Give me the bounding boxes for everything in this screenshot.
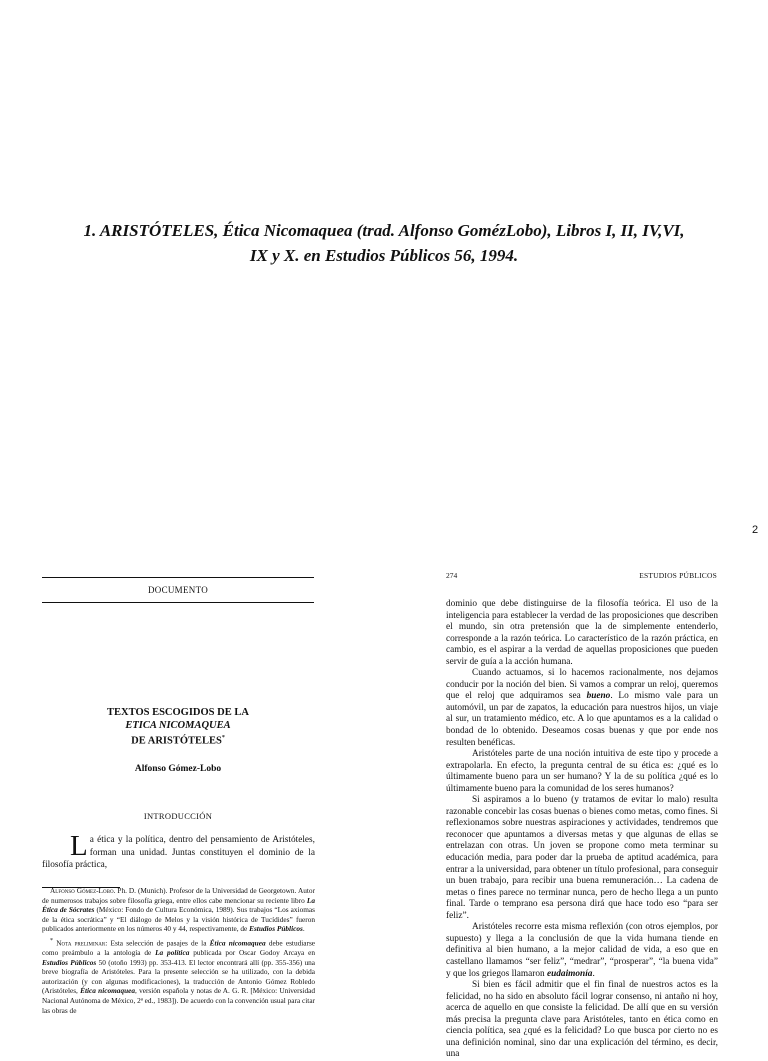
running-page-number: 274 <box>446 571 458 580</box>
heading-line-2: IX y X. en Estudios Públicos 56, 1994. <box>249 246 519 265</box>
drop-cap: L <box>70 830 88 862</box>
article-title <box>42 707 314 748</box>
title-line-3: DE ARISTÓTELES* <box>131 735 225 747</box>
running-title: ESTUDIOS PÚBLICOS <box>639 571 717 580</box>
author-name: Alfonso Gómez-Lobo <box>134 764 222 774</box>
intro-heading: INTRODUCCIÓN <box>143 811 213 821</box>
document-heading <box>60 218 708 268</box>
paragraph-6: Si bien es fácil admitir que el fin final de nuestros actos es la felicidad, no ha sido en absoluto fácil lograr consenso, ni antaño ni hoy, acerca de aquello en que consiste la felicidad. De allí que en su versión más precisa la pregunta clave para Aristóteles, tanto en ética como en ciencia política, sea ¿qué es la felicidad? Lo que busca por cierto no es una definición nominal, sino dar una explicación del término, es decir, una <box>446 980 718 1060</box>
title-line-1: TEXTOS ESCOGIDOS DE LA <box>107 707 249 718</box>
title-line-2: ETICA NICOMAQUEA <box>125 719 231 731</box>
section-label: DOCUMENTO <box>147 585 209 595</box>
top-rule <box>42 577 314 578</box>
footnotes <box>42 886 315 1015</box>
intro-text: a ética y la política, dentro del pensamiento de Aristóteles, forman una unidad. Juntas constituyen el dominio de la filosofía práctica, <box>42 835 315 870</box>
bottom-rule <box>42 602 314 603</box>
paragraph-3: Aristóteles parte de una noción intuitiva de este tipo y procede a extrapolarla. En efecto, la pregunta central de su ética es: ¿qué es lo últimamente bueno para un ser humano? Y la de su política ¿qué es lo últimamente bueno para la comunidad de los seres humanos? <box>446 749 718 794</box>
title-footnote-mark: * <box>221 735 225 741</box>
right-column-body <box>446 599 718 1061</box>
page-number: 2 <box>752 524 759 536</box>
paragraph-4: Si aspiramos a lo bueno (y tratamos de evitar lo malo) resulta razonable concebir las cosas buenas o bienes como metas, como fines. Si reflexionamos sobre nuestras aspiraciones y actividades, tendremos que reconocer que apuntamos a diversas metas y que algunas de ellas se entrelazan con otras. Un joven se propone como meta terminar su educación media, para poder dar la prueba de aptitud académica, para entrar a la universidad, para obtener un título profesional, para conseguir un buen trabajo, para recibir una buena remuneración… La cadena de metas o fines parece no terminar nunca, pero de hecho llega a un punto final. Tarde o temprano esa persona dirá que hace todo eso “para ser feliz”. <box>446 795 718 921</box>
footnote-author: Alfonso Gómez-Lobo. Ph. D. (Munich). Profesor de la Universidad de Georgetown. Autor de numerosos trabajos sobre filosofía griega, entre ellos cabe mencionar su reciente libro La Ética de Sócrates (México: Fondo de Cultura Económica, 1989). Sus trabajos “Los axiomas de la ética socrática” y “El diálogo de Melos y la visión histórica de Tucídides” fueron publicados anteriormente en los números 40 y 44, respectivamente, de Estudios Públicos. <box>42 886 316 934</box>
paragraph-2: Cuando actuamos, si lo hacemos racionalmente, nos dejamos conducir por la noción del bien. Si vamos a comprar un reloj, queremos que el reloj que adquiramos sea bueno. Lo mismo vale para un automóvil, un par de zapatos, la educación para nuestros hijos, un viaje al sur, un tratamiento médico, etc. A lo que apuntamos es a la calidad o bondad de lo obtenido. Deseamos cosas buenas y que por ende nos resulten benéficas. <box>446 668 718 748</box>
paragraph-5: Aristóteles recorre esta misma reflexión (con otros ejemplos, por supuesto) y llega a la conclusión de que la vida humana tiende en definitiva al bien humano, a la mejor calidad de vida, a eso que en castellano llamamos “ser feliz”, “medrar”, “prosperar”, “la buena vida” y que los griegos llamaron eudaimonía. <box>446 922 718 979</box>
heading-line-1: 1. ARISTÓTELES, Ética Nicomaquea (trad. Alfonso GomézLobo), Libros I, II, IV,VI, <box>83 221 685 240</box>
footnote-preliminary: * Nota preliminar: Esta selección de pasajes de la Ética nicomaquea debe estudiarse como preámbulo a la antología de La política publicada por Oscar Godoy Arcaya en Estudios Públicos 50 (otoño 1993) pp. 353-413. El lector encontrará allí (pp. 355-356) una breve biografía de Aristóteles. Para la presente selección se ha utilizado, con la debida autorización (y con algunas modificaciones), la traducción de Antonio Gómez Robledo (Aristóteles, Ética nicomaquea, versión española y notas de A. G. R. [México: Universidad Nacional Autónoma de México, 2ª ed., 1983]). De acuerdo con la convención usual para citar las obras de <box>42 937 316 1015</box>
intro-paragraph <box>42 830 315 872</box>
paragraph-1: dominio que debe distinguirse de la filosofía teórica. El uso de la inteligencia para establecer la verdad de las proposiciones que describen el mundo, sin otra pretensión que la de simplemente entenderlo, corresponde a la razón teórica. Lo característico de la razón práctica, en cambio, es el aspirar a la verdad de aquellas proposiciones que pueden servir de guía a la acción humana. <box>446 599 718 667</box>
